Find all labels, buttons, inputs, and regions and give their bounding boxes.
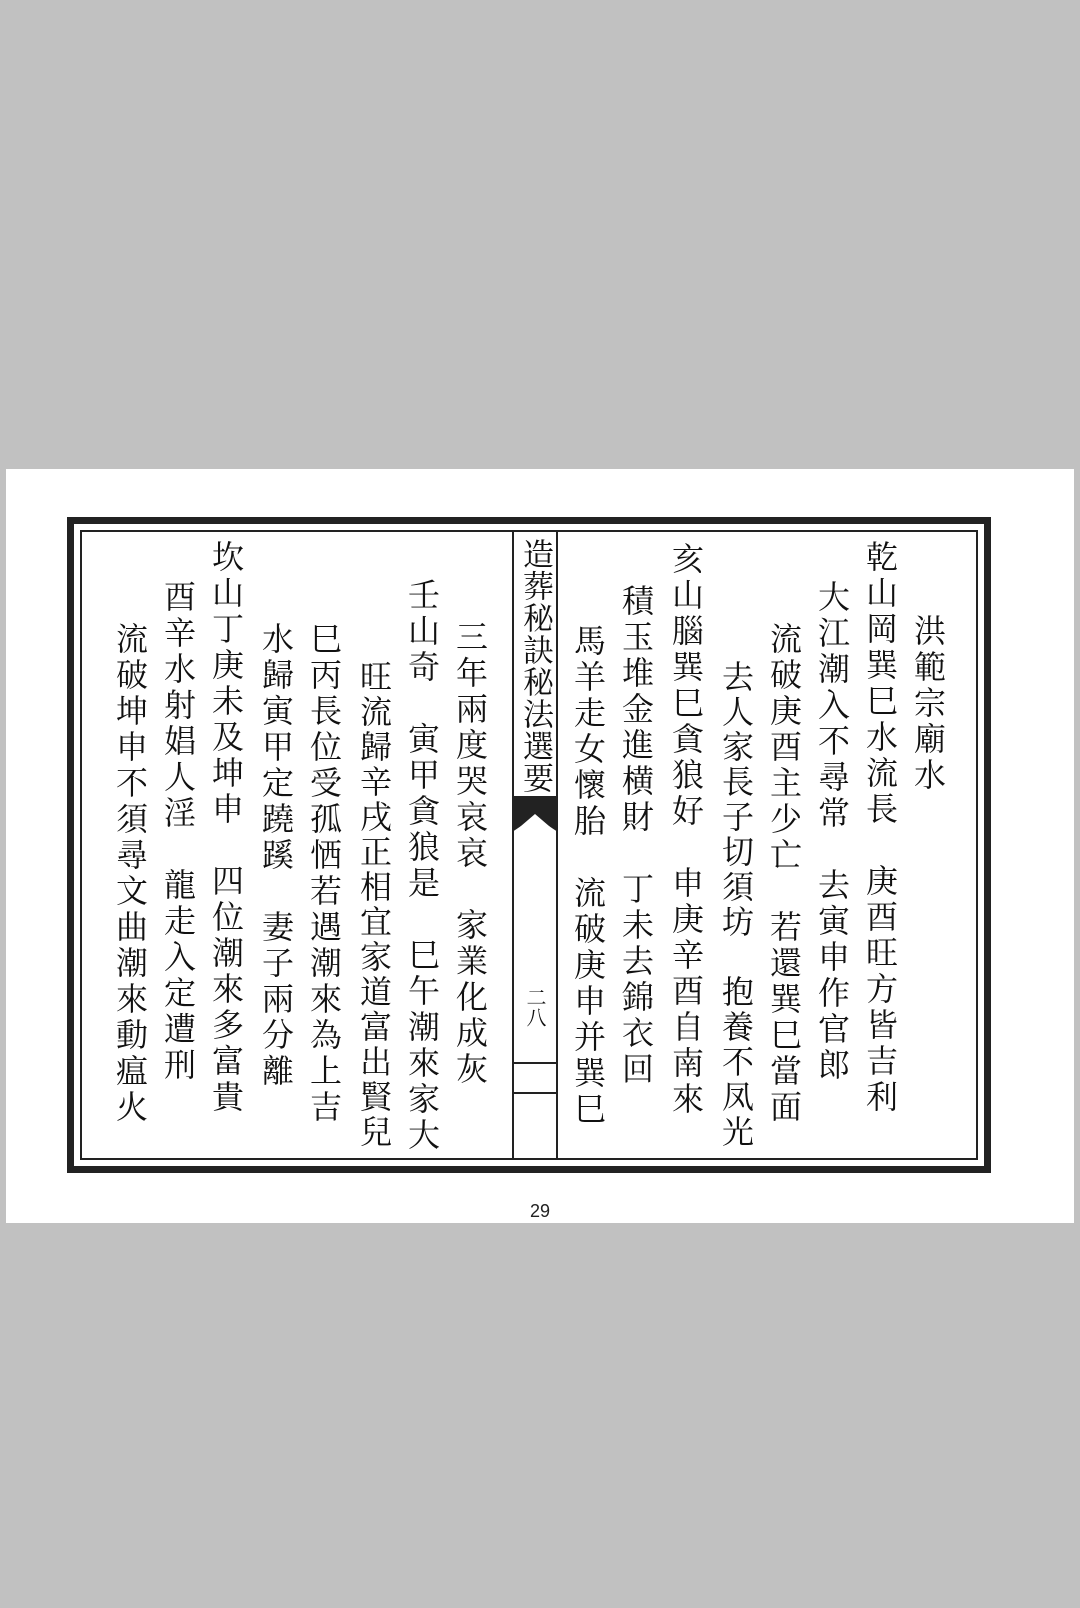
page-inner-border [80, 530, 978, 1160]
text-column-16: 流破坤申不須尋文曲潮來動瘟火 [111, 622, 149, 1126]
folio-number: 二八 [523, 987, 547, 1027]
page-sheet [6, 469, 1074, 1223]
text-column-2: 乾山岡巽巳水流長 庚酉旺方皆吉利 [861, 540, 899, 1116]
text-column-14: 坎山丁庚未及坤申 四位潮來多富貴 [207, 540, 245, 1116]
text-column-3: 大江潮入不尋常 去寅申作官郎 [813, 580, 851, 1084]
text-column-10: 壬山奇 寅甲貪狼是 巳午潮來家大 [403, 578, 441, 1154]
center-fold-band [512, 532, 558, 1158]
text-column-9: 三年兩度哭哀哀 家業化成灰 [451, 620, 489, 1088]
text-column-13: 水歸寅甲定蹺蹊 妻子兩分離 [257, 622, 295, 1090]
text-column-15: 酉辛水射娼人淫 龍走入定遭刑 [159, 580, 197, 1084]
text-column-5: 去人家長子切須坊 抱養不凤光 [717, 660, 755, 1150]
text-column-8: 馬羊走女懷胎 流破庚申并巽巳 [569, 624, 607, 1128]
page-outer-border [67, 517, 991, 1173]
text-column-1: 洪範宗廟水 [909, 614, 947, 794]
page-number: 29 [529, 1201, 551, 1221]
band-divider [514, 1092, 556, 1094]
text-column-7: 積玉堆金進横財 丁未去錦衣回 [617, 584, 655, 1088]
fishtail-mark-icon [514, 796, 556, 832]
text-column-11: 旺流歸辛戌正相宜家道富出賢兒 [355, 660, 393, 1150]
text-column-4: 流破庚酉主少亡 若還巽巳當面 [765, 622, 803, 1126]
text-column-12: 巳丙長位受孤恓若遇潮來為上吉 [305, 622, 343, 1126]
text-column-6: 亥山腦巽巳貪狼好 申庚辛酉自南來 [667, 542, 705, 1118]
book-title: 造葬秘訣秘法選要 [517, 538, 553, 794]
band-divider [514, 1062, 556, 1064]
